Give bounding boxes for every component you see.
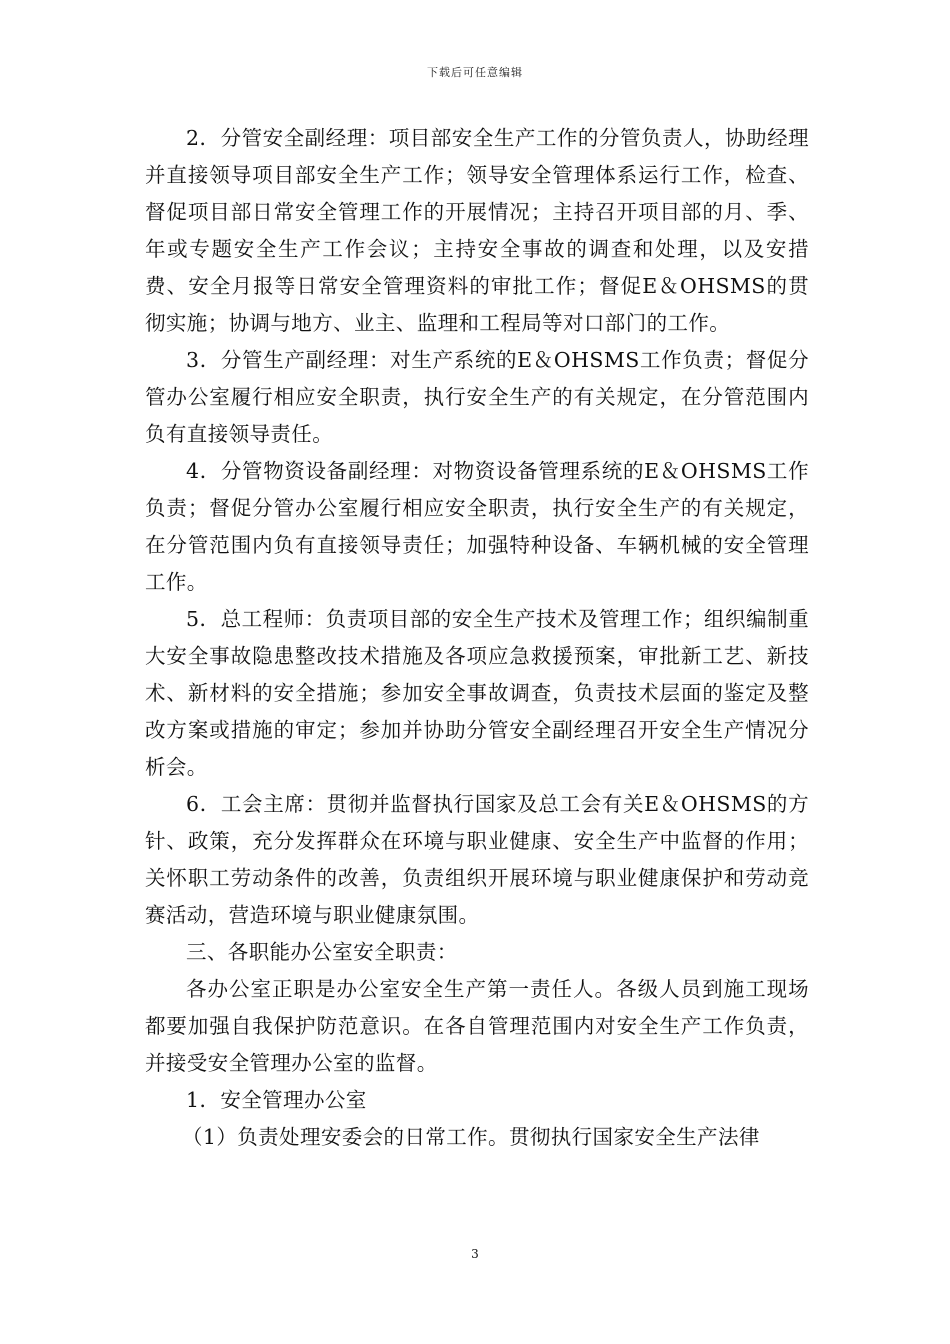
document-body	[145, 120, 809, 1156]
paragraph-production-deputy-manager: 3．分管生产副经理：对生产系统的E＆OHSMS工作负责；督促分管办公室履行相应安全职责，执行安全生产的有关规定，在分管范围内负有直接领导责任。	[145, 348, 809, 446]
page-number: 3	[471, 1247, 479, 1261]
header-note: 下载后可任意编辑	[427, 66, 523, 79]
paragraph-chief-engineer: 5．总工程师：负责项目部的安全生产技术及管理工作；组织编制重大安全事故隐患整改技术措施及各项应急救援预案，审批新工艺、新技术、新材料的安全措施；参加安全事故调查，负责技术层面的鉴定及整改方案或措施的审定；参加并协助分管安全副经理召开安全生产情况分析会。	[145, 607, 809, 779]
paragraph-safety-deputy-manager: 2．分管安全副经理：项目部安全生产工作的分管负责人，协助经理并直接领导项目部安全生产工作；领导安全管理体系运行工作，检查、督促项目部日常安全管理工作的开展情况；主持召开项目部的月、季、年或专题安全生产工作会议；主持安全事故的调查和处理，以及安措费、安全月报等日常安全管理资料的审批工作；督促E＆OHSMS的贯彻实施；协调与地方、业主、监理和工程局等对口部门的工作。	[145, 126, 809, 335]
subheading-safety-office: 1．安全管理办公室	[186, 1088, 367, 1112]
paragraph-office-heads: 各办公室正职是办公室安全生产第一责任人。各级人员到施工现场都要加强自我保护防范意识。在各自管理范围内对安全生产工作负责，并接受安全管理办公室的监督。	[145, 977, 809, 1075]
paragraph-union-chairman: 6．工会主席：贯彻并监督执行国家及总工会有关E＆OHSMS的方针、政策，充分发挥群众在环境与职业健康、安全生产中监督的作用；关怀职工劳动条件的改善，负责组织开展环境与职业健康保护和劳动竞赛活动，营造环境与职业健康氛围。	[145, 792, 809, 927]
paragraph-materials-deputy-manager: 4．分管物资设备副经理：对物资设备管理系统的E＆OHSMS工作负责；督促分管办公室履行相应安全职责，执行安全生产的有关规定，在分管范围内负有直接领导责任；加强特种设备、车辆机械的安全管理工作。	[145, 459, 809, 594]
paragraph-safety-office-item-1: （1）负责处理安委会的日常工作。贯彻执行国家安全生产法律	[182, 1125, 760, 1149]
section-heading-office-duties: 三、各职能办公室安全职责：	[186, 940, 458, 964]
